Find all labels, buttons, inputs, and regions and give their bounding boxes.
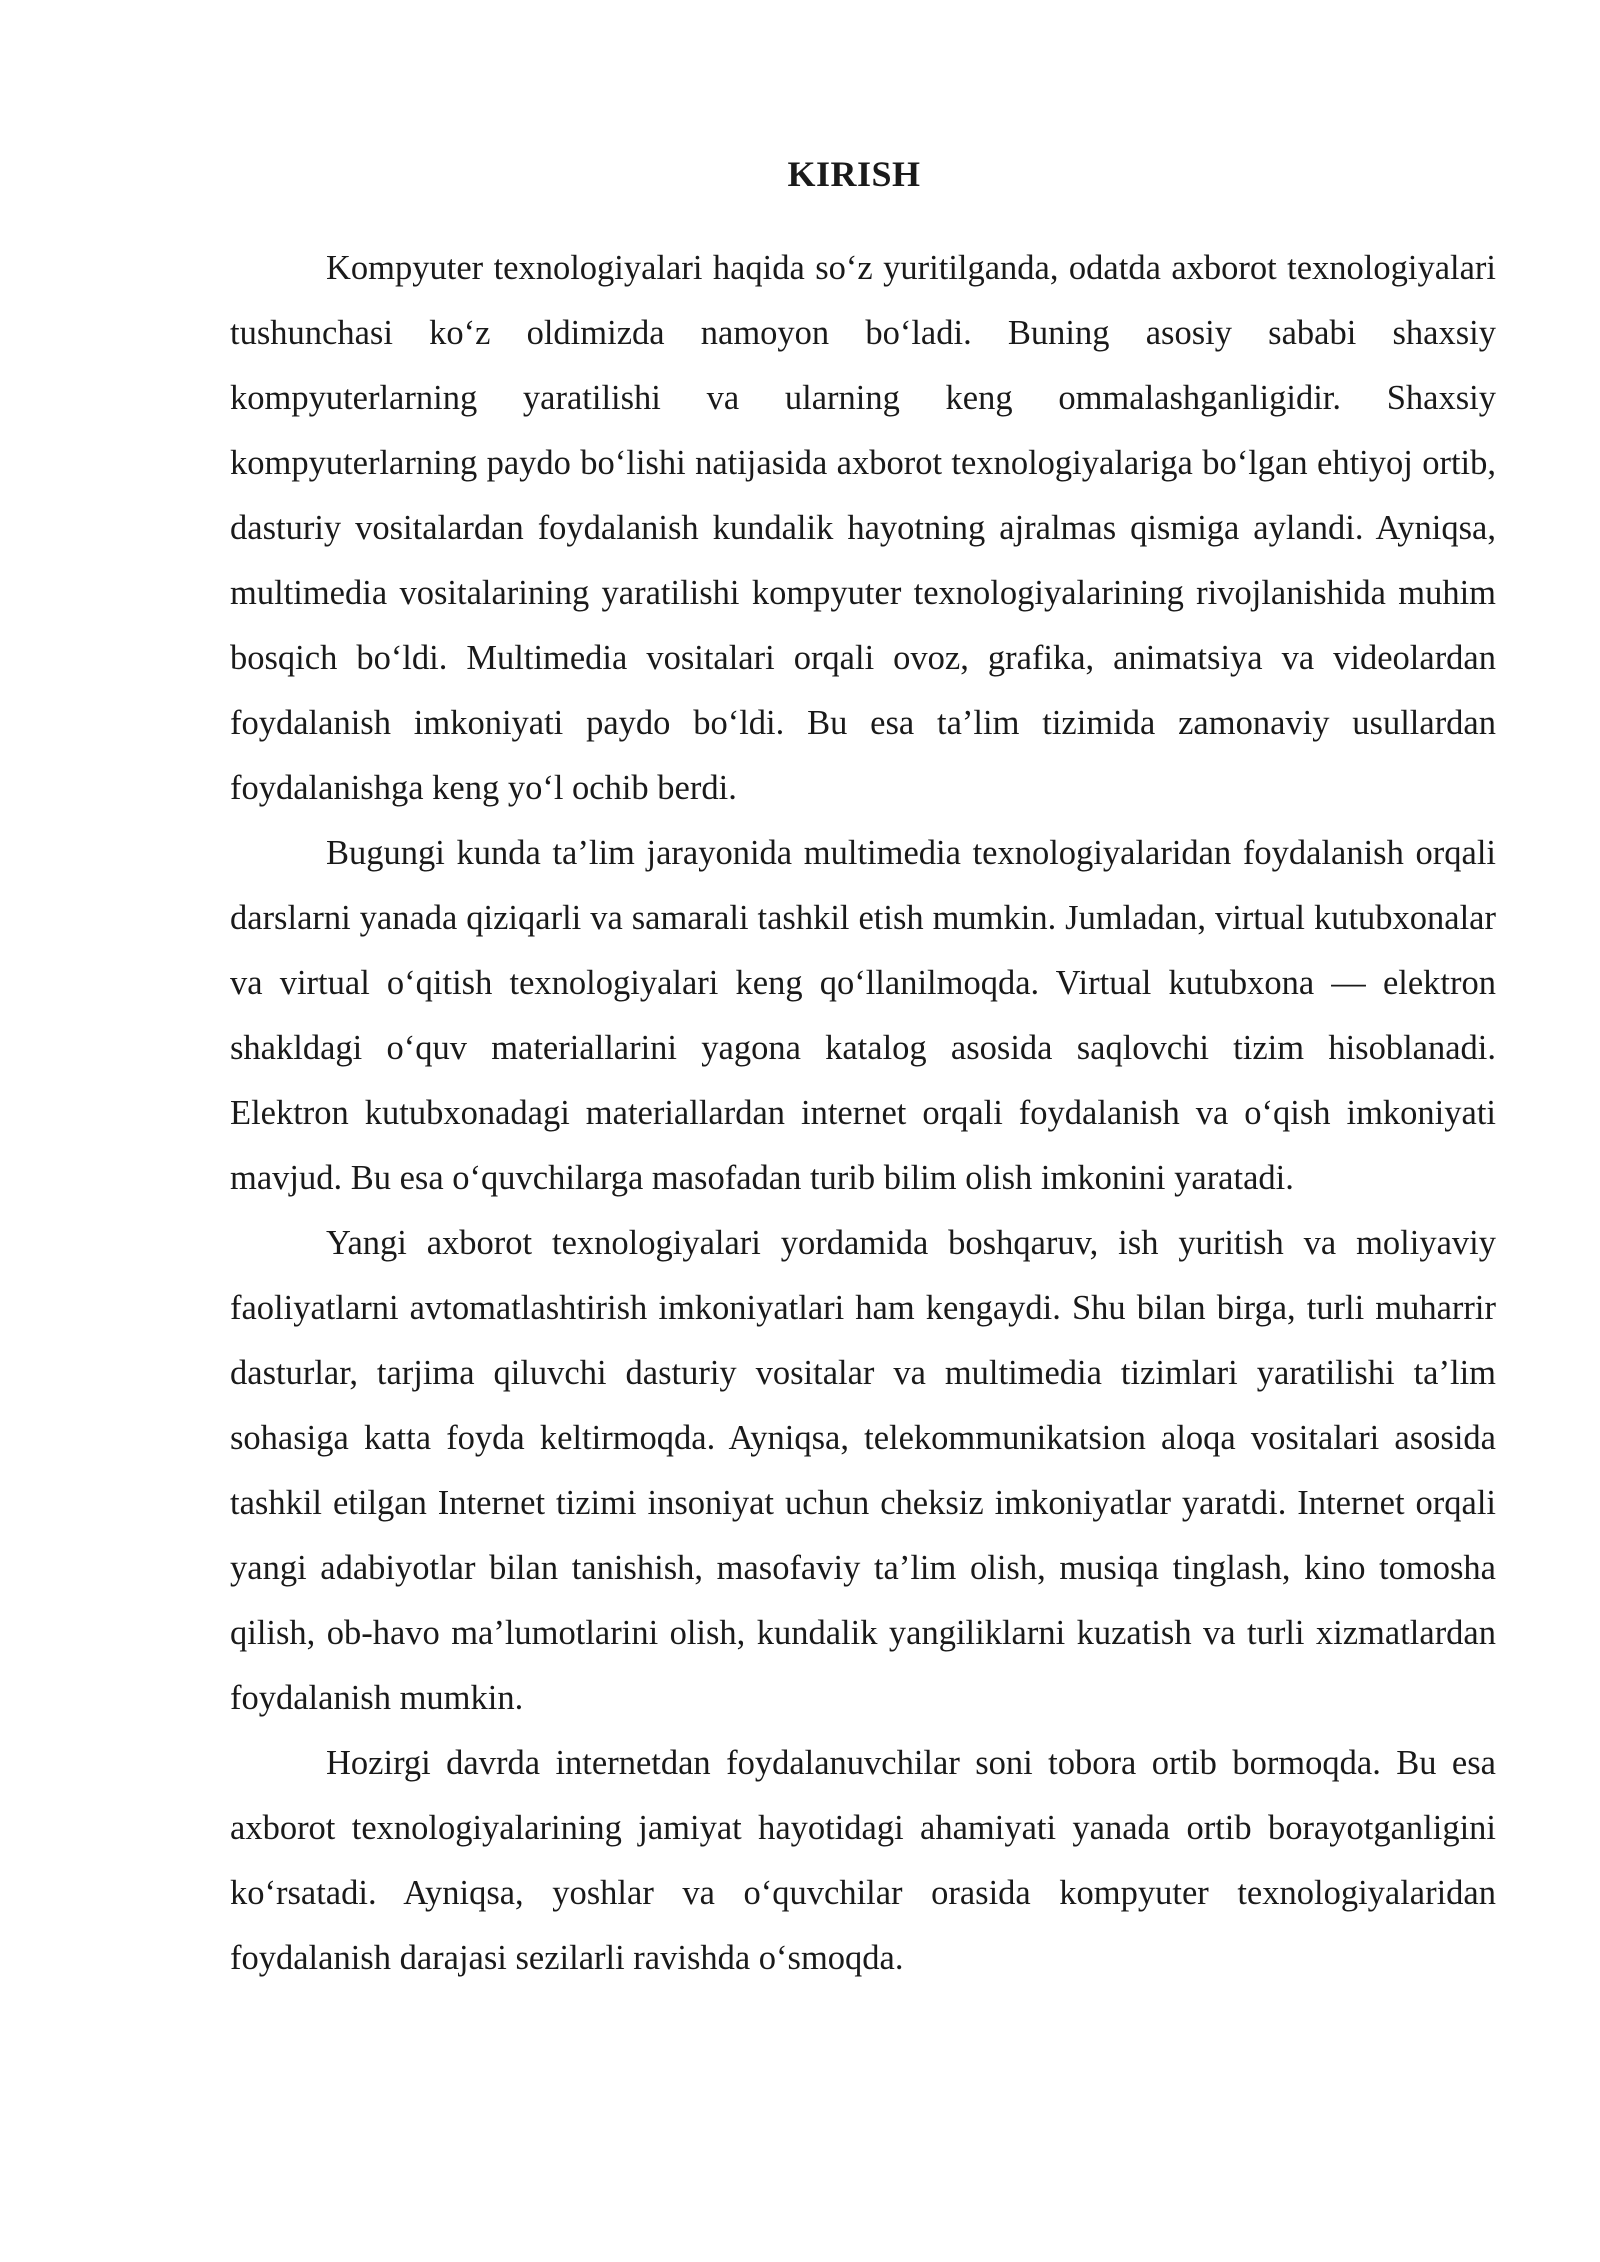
page-title: KIRISH (787, 154, 921, 194)
paragraph-4: Hozirgi davrda internetdan foydalanuvchilar soni tobora ortib bormoqda. Bu esa axborot texnologiyalarining jamiyat hayotidagi ahamiyati yanada ortib borayotganligini ko‘rsatadi. Ayniqsa, yoshlar va o‘quvchilar orasida kompyuter texnologiyalaridan foydalanish darajasi sezilarli ravishda o‘smoqda. (230, 1744, 1496, 1977)
paragraph-3: Yangi axborot texnologiyalari yordamida boshqaruv, ish yuritish va moliyaviy faoliyatlarni avtomatlashtirish imkoniyatlari ham kengaydi. Shu bilan birga, turli muharrir dasturlar, tarjima qiluvchi dasturiy vositalar va multimedia tizimlari yaratilishi ta’lim sohasiga katta foyda keltirmoqda. Ayniqsa, telekommunikatsion aloqa vositalari asosida tashkil etilgan Internet tizimi insoniyat uchun cheksiz imkoniyatlar yaratdi. Internet orqali yangi adabiyotlar bilan tanishish, masofaviy ta’lim olish, musiqa tinglash, kino tomosha qilish, ob-havo ma’lumotlarini olish, kundalik yangiliklarni kuzatish va turli xizmatlardan foydalanish mumkin. (230, 1224, 1496, 1717)
paragraph-2: Bugungi kunda ta’lim jarayonida multimedia texnologiyalaridan foydalanish orqali darslarni yanada qiziqarli va samarali tashkil etish mumkin. Jumladan, virtual kutubxonalar va virtual o‘qitish texnologiyalari keng qo‘llanilmoqda. Virtual kutubxona — elektron shakldagi o‘quv materiallarini yagona katalog asosida saqlovchi tizim hisoblanadi. Elektron kutubxonadagi materiallardan internet orqali foydalanish va o‘qish imkoniyati mavjud. Bu esa o‘quvchilarga masofadan turib bilim olish imkonini yaratadi. (230, 834, 1496, 1197)
paragraph-1: Kompyuter texnologiyalari haqida so‘z yuritilganda, odatda axborot texnologiyalari tushunchasi ko‘z oldimizda namoyon bo‘ladi. Buning asosiy sababi shaxsiy kompyuterlarning yaratilishi va ularning keng ommalashganligidir. Shaxsiy kompyuterlarning paydo bo‘lishi natijasida axborot texnologiyalariga bo‘lgan ehtiyoj ortib, dasturiy vositalardan foydalanish kundalik hayotning ajralmas qismiga aylandi. Ayniqsa, multimedia vositalarining yaratilishi kompyuter texnologiyalarining rivojlanishida muhim bosqich bo‘ldi. Multimedia vositalari orqali ovoz, grafika, animatsiya va videolardan foydalanish imkoniyati paydo bo‘ldi. Bu esa ta’lim tizimida zamonaviy usullardan foydalanishga keng yo‘l ochib berdi. (230, 249, 1496, 807)
body-text (230, 236, 1496, 1991)
